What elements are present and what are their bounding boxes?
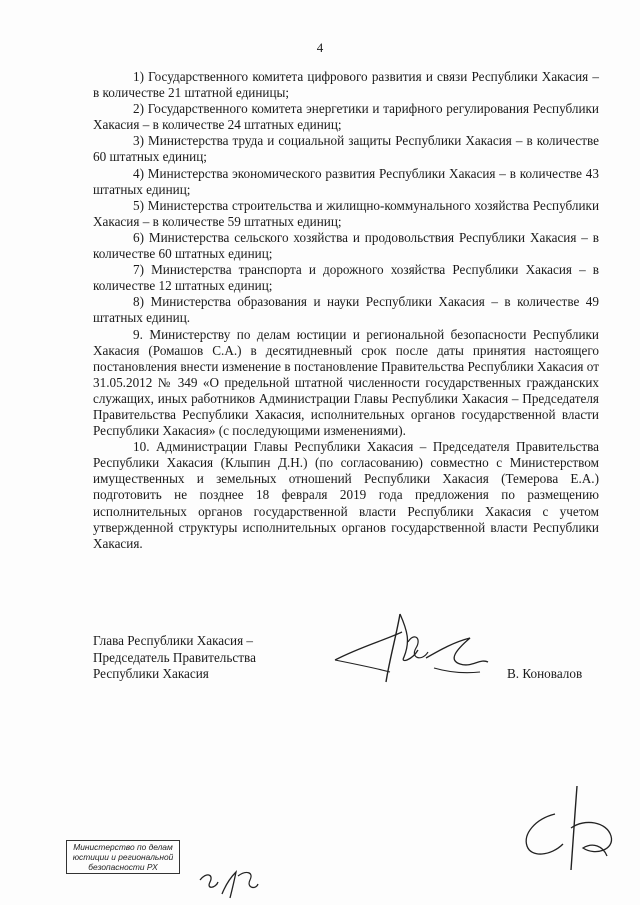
paragraph-item-8: 8) Министерства образования и науки Республики Хакасия – в количестве 49 штатных единиц. — [93, 294, 599, 326]
signatory-title-line-2: Председатель Правительства — [93, 649, 256, 665]
paragraph-item-1: 1) Государственного комитета цифрового развития и связи Республики Хакасия – в количестве 21 штатной единицы; — [93, 69, 599, 101]
paragraph-item-2: 2) Государственного комитета энергетики и тарифного регулирования Республики Хакасия – в количестве 24 штатных единиц; — [93, 101, 599, 133]
signatory-title-line-3: Республики Хакасия — [93, 666, 209, 681]
signatory-name: В. Коновалов — [507, 666, 583, 681]
stamp-line-2: юстиции и региональной — [72, 852, 174, 862]
paragraph-item-4: 4) Министерства экономического развития Республики Хакасия – в количестве 43 штатных единиц; — [93, 165, 599, 197]
stamp-line-1: Министерство по делам — [73, 842, 173, 852]
paragraph-item-3: 3) Министерства труда и социальной защиты Республики Хакасия – в количестве 60 штатных единиц; — [93, 133, 599, 165]
handwritten-mark — [196, 866, 266, 900]
registration-stamp — [66, 840, 180, 874]
signatory-title — [93, 633, 256, 683]
secondary-signature — [515, 784, 625, 874]
paragraph-item-6: 6) Министерства сельского хозяйства и продовольствия Республики Хакасия – в количестве 60 штатных единиц; — [93, 229, 599, 262]
signatory-title-line-1: Глава Республики Хакасия – — [93, 633, 254, 648]
document-body — [93, 69, 599, 552]
paragraph-item-7: 7) Министерства транспорта и дорожного хозяйства Республики Хакасия – в количестве 12 штатных единиц; — [93, 262, 599, 294]
paragraph-clause-9: 9. Министерству по делам юстиции и региональной безопасности Республики Хакасия (Ромашов С.А.) в десятидневный срок после даты принятия настоящего постановления внести изменение в постановление Правительства Республики Хакасия от 31.05.2012 № 349 «О предельной штатной численности государственных гражданских служащих, иных работников Администрации Главы Республики Хакасия – Председателя Правительства Республики Хакасия, исполнительных органов государственной власти Республики Хакасия» (с последующими изменениями). — [93, 326, 599, 439]
stamp-line-3: безопасности РХ — [88, 862, 158, 872]
paragraph-item-5: 5) Министерства строительства и жилищно-коммунального хозяйства Республики Хакасия – в количестве 59 штатных единиц; — [93, 197, 599, 229]
paragraph-clause-10: 10. Администрации Главы Республики Хакасия – Председателя Правительства Республики Хакасия (Клыпин Д.Н.) (по согласованию) совместно с Министерством имущественных и земельных отношений Республики Хакасия (Темерова Е.А.) подготовить не позднее 18 февраля 2019 года предложения по размещению исполнительных органов государственной власти Республики Хакасия с учетом утвержденной структуры исполнительных органов государственной власти Республики Хакасия. — [93, 439, 599, 551]
page-number: 4 — [316, 40, 324, 55]
handwritten-signature — [330, 602, 500, 692]
